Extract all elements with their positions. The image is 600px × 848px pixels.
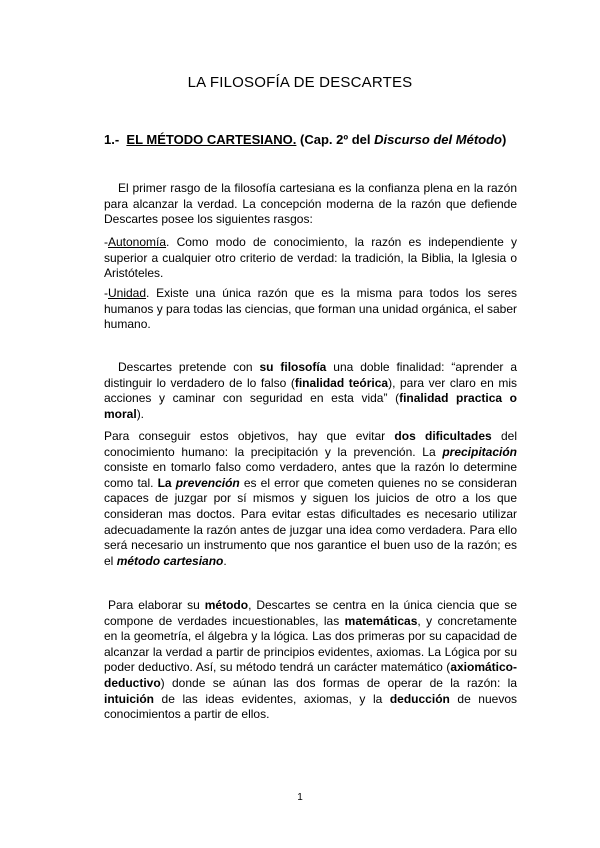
- section-title: EL MÉTODO CARTESIANO.: [126, 132, 297, 147]
- document-title: LA FILOSOFÍA DE DESCARTES: [187, 74, 413, 91]
- bold-dos-dificultades: dos dificultades: [394, 429, 492, 443]
- text-run: una doble finalidad: “aprender a distinguir lo verdadero de lo falso (: [104, 360, 518, 390]
- paragraph-unidad: [104, 286, 517, 333]
- page-number: 1: [297, 792, 303, 803]
- text-run: , Descartes se centra en la única ciencia que se compone de verdades incuestionables, las: [104, 598, 517, 628]
- text-run: , y concretamente en la geometría, el álgebra y la lógica. Las dos primeras por su capacidad de alcanzar la verdad a partir de principios evidentes, axiomas. La Lógica por su poder deductivo. Así, su método tendrá un carácter matemático (: [104, 613, 517, 675]
- bold-finalidad-teorica: finalidad teórica: [294, 375, 389, 390]
- bold-matematicas: matemáticas: [344, 613, 418, 628]
- bold-finalidad-practica: finalidad practica o moral: [104, 391, 518, 421]
- bold-metodo: método: [204, 598, 249, 612]
- text-run: Descartes pretende con: [118, 360, 260, 374]
- section-ref-suffix: ): [501, 132, 507, 147]
- bold-su-filosofia: su filosofía: [259, 360, 327, 374]
- term-unidad: Unidad: [108, 286, 147, 300]
- text-run: de nuevos conocimientos a partir de ellos.: [104, 691, 518, 722]
- text-run: Para elaborar su: [108, 598, 205, 612]
- text-run: ) donde se aúnan las dos formas de operar de la razón: la: [160, 675, 517, 690]
- text-run: del conocimiento humano: la precipitación y la prevención. La: [104, 429, 517, 459]
- section-ref-book: Discurso del Método: [374, 132, 502, 147]
- section-number: 1.-: [104, 132, 120, 147]
- text-run: .: [223, 553, 227, 568]
- section-ref-prefix: (Cap. 2º del: [300, 132, 375, 147]
- text-run: consiste en tomarlo falso como verdadero, antes que la razón lo determine como tal.: [104, 460, 517, 490]
- dash: -: [104, 286, 108, 300]
- term-metodo-cartesiano: método cartesiano: [116, 553, 224, 568]
- paragraph-autonomia: [104, 235, 517, 282]
- text-run: Para conseguir estos objetivos, hay que evitar: [104, 429, 395, 443]
- paragraph-dificultades: [104, 429, 517, 569]
- paragraph-metodo: [104, 598, 517, 723]
- term-autonomia: Autonomía: [108, 235, 167, 249]
- text-run: ), para ver claro en mis acciones y caminar con seguridad en esta vida” (: [104, 375, 517, 406]
- section-heading: [104, 132, 506, 147]
- text-run: es el error que cometen quienes no se consideran capaces de juzgar por sí mismos y siguen los juicios de otro a los que consideran mas doctos. Para evitar estas dificultades es necesario utilizar adecuadamente la razón antes de juzgar una idea como verdadera. Para ello será necesario un instrumento que nos garantice el buen uso de la razón; es el: [104, 475, 517, 568]
- text-run: ).: [136, 406, 145, 421]
- bold-la: La: [157, 475, 176, 490]
- paragraph-finalidad: [104, 360, 517, 422]
- dash: -: [104, 235, 108, 249]
- term-prevencion: prevención: [175, 475, 240, 490]
- text-run: de las ideas evidentes, axiomas, y la: [154, 691, 390, 706]
- paragraph-intro: [104, 181, 517, 228]
- bold-intuicion: intuición: [104, 691, 154, 706]
- bold-axiomatico-deductivo: axiomático-deductivo: [104, 660, 517, 690]
- autonomia-text: . Como modo de conocimiento, la razón es independiente y superior a cualquier otro criterio de verdad: la tradición, la Biblia, la Iglesia o Aristóteles.: [104, 235, 517, 281]
- term-precipitacion: precipitación: [442, 444, 517, 459]
- unidad-text: . Existe una única razón que es la misma para todos los seres humanos y para todas las ciencias, que forman una unidad orgánica, el saber humano.: [104, 286, 517, 332]
- bold-deduccion: deducción: [389, 691, 450, 706]
- paragraph-intro-text: El primer rasgo de la filosofía cartesiana es la confianza plena en la razón para alcanzar la verdad. La concepción moderna de la razón que defiende Descartes posee los siguientes rasgos:: [104, 181, 517, 227]
